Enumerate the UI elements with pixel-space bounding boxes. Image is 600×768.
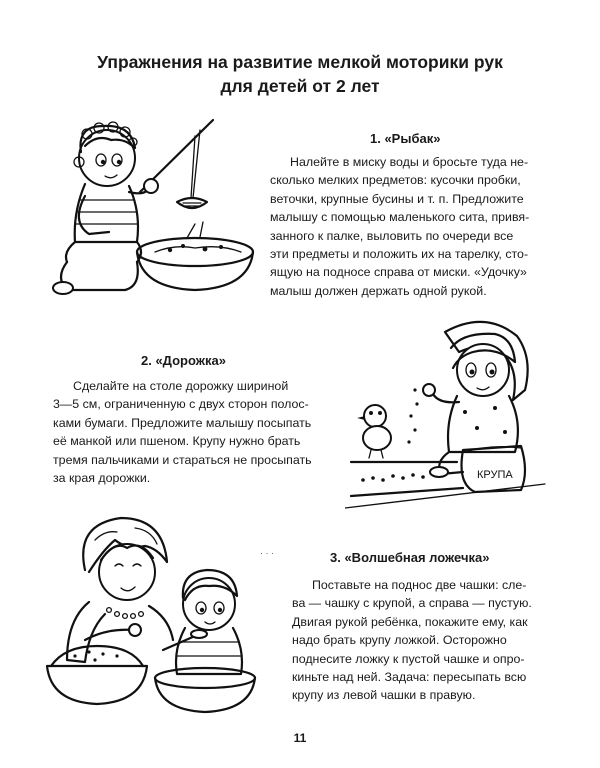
exercise-2-line: тремя пальчиками и стараться не просыпать [53, 452, 312, 467]
exercise-2-line: ками бумаги. Предложите малышу посыпать [53, 415, 312, 430]
exercise-3-line: крупу из левой чашки в правую. [292, 688, 476, 703]
exercise-3-text [292, 576, 545, 705]
exercise-1-line: ящую на подносе справа от миски. «Удочку» [270, 265, 527, 280]
girl-path-illustration [345, 312, 550, 522]
exercise-3-line: поднесите ложку к пустой чашке и опро- [292, 651, 525, 666]
fisher-boy-illustration [45, 112, 260, 302]
exercise-2-line: 3—5 см, ограниченную с двух сторон полос- [53, 397, 309, 412]
mother-child-illustration [45, 510, 260, 720]
exercise-1-line: сколько мелких предметов: кусочки пробки, [270, 173, 521, 188]
exercise-2-line: её манкой или пшеном. Крупу нужно брать [53, 434, 301, 449]
page-speck: · · · [260, 548, 274, 558]
exercise-3-line: Поставьте на поднос две чашки: сле- [312, 578, 527, 592]
title-line-2: для детей от 2 лет [220, 76, 380, 96]
exercise-2-line: за края дорожки. [53, 471, 151, 486]
exercise-2-text [53, 377, 325, 487]
exercise-1-line: малышу с помощью маленького сита, привя- [270, 210, 530, 225]
exercise-1-line: малыш должен держать одной рукой. [270, 283, 487, 298]
exercise-2-line: Сделайте на столе дорожку шириной [73, 379, 289, 393]
exercise-1-line: эти предметы и положить их на тарелку, сто- [270, 247, 529, 262]
page-number: 11 [293, 731, 307, 745]
exercise-1-line: веточки, крупные бусины и т. п. Предложите [270, 191, 524, 206]
exercise-3-line: надо брать крупу ложкой. Осторожно [292, 633, 507, 648]
exercise-3-line: киньте над ней. Задача: пересыпать всю [292, 670, 527, 685]
exercise-1-text [270, 153, 543, 300]
exercise-3-line: ва — чашку с крупой, а справа — пустую. [292, 596, 532, 611]
page-title [40, 50, 560, 98]
exercise-2-heading: 2. «Дорожка» [141, 353, 226, 368]
exercise-3-heading: 3. «Волшебная ложечка» [330, 550, 490, 565]
bag-label: КРУПА [477, 469, 513, 481]
exercise-1-heading: 1. «Рыбак» [370, 131, 441, 146]
exercise-3-line: Двигая рукой ребёнка, покажите ему, как [292, 614, 528, 629]
title-line-1: Упражнения на развитие мелкой моторики рук [97, 52, 503, 72]
exercise-1-line: Налейте в миску воды и бросьте туда не- [290, 155, 529, 169]
exercise-1-line: занного к палке, выловить по очереди все [270, 228, 514, 243]
